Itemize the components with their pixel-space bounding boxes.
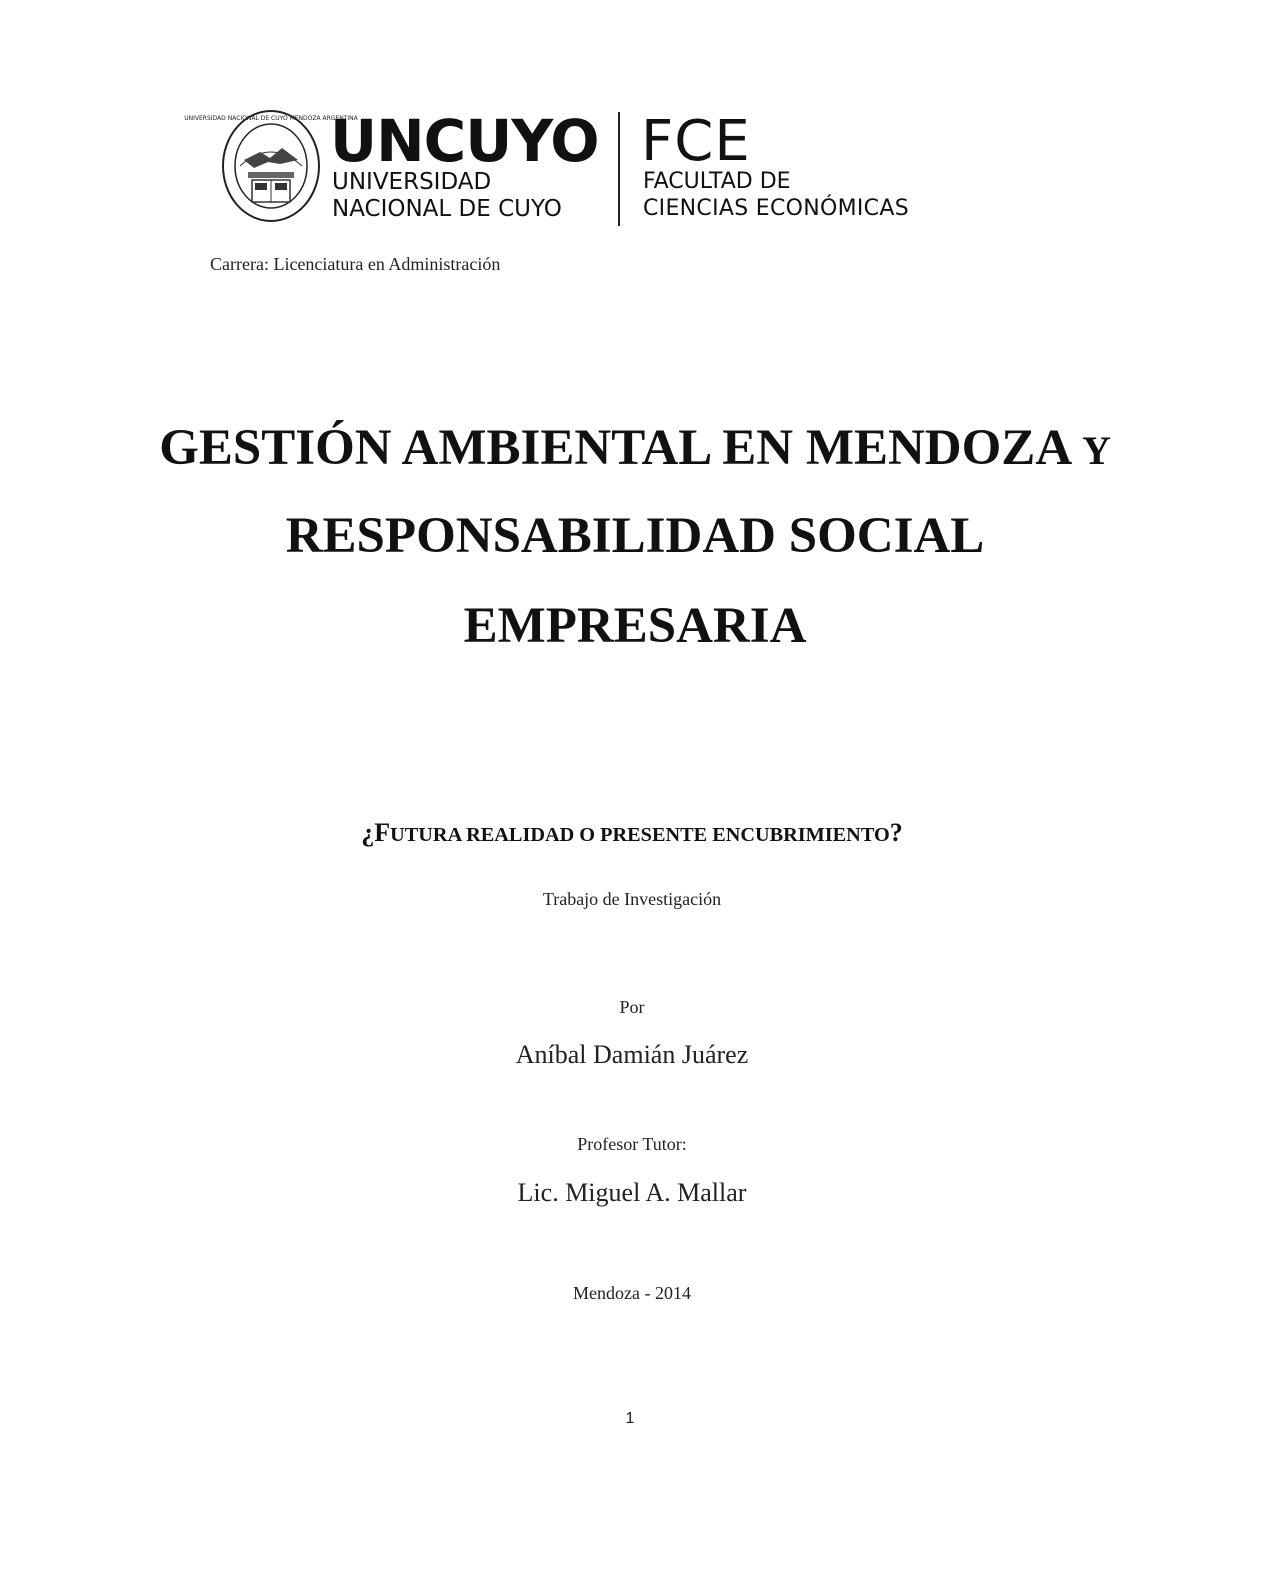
seal-text: UNIVERSIDAD NACIONAL DE CUYO MENDOZA ARGENTINA	[184, 115, 358, 122]
work-type: Trabajo de Investigación	[542, 889, 722, 909]
logo-divider	[618, 112, 620, 226]
career-label: Carrera: Licenciatura en Administración	[210, 254, 501, 274]
title-line1	[90, 418, 1180, 481]
title-line1-tail: Y	[1082, 429, 1111, 473]
by-label: Por	[619, 997, 645, 1017]
university-seal-icon	[184, 108, 358, 224]
subtitle-end: ?	[889, 818, 903, 847]
place-date: Mendoza - 2014	[573, 1283, 691, 1303]
subtitle-lead: ¿F	[361, 818, 391, 847]
fce-line1: FACULTAD DE	[643, 169, 791, 194]
uncuyo-line1: UNIVERSIDAD	[332, 169, 492, 195]
uncuyo-line2: NACIONAL DE CUYO	[332, 196, 562, 222]
tutor-label: Profesor Tutor:	[577, 1134, 687, 1154]
fce-line2: CIENCIAS ECONÓMICAS	[643, 196, 909, 221]
fce-wordmark: FCE	[641, 109, 751, 174]
header-logo	[184, 107, 960, 230]
author-name: Aníbal Damián Juárez	[515, 1040, 749, 1069]
title-line3: EMPRESARIA	[463, 598, 807, 654]
page-number: 1	[625, 1410, 635, 1427]
subtitle-rest: UTURA REALIDAD O PRESENTE ENCUBRIMIENTO	[390, 824, 890, 846]
tutor-name: Lic. Miguel A. Mallar	[517, 1178, 747, 1207]
uncuyo-wordmark: UNCUYO	[330, 107, 599, 175]
subtitle	[0, 818, 1264, 848]
title-line1-main: GESTIÓN AMBIENTAL EN MENDOZA	[159, 420, 1070, 476]
title-line2: RESPONSABILIDAD SOCIAL	[285, 508, 985, 564]
